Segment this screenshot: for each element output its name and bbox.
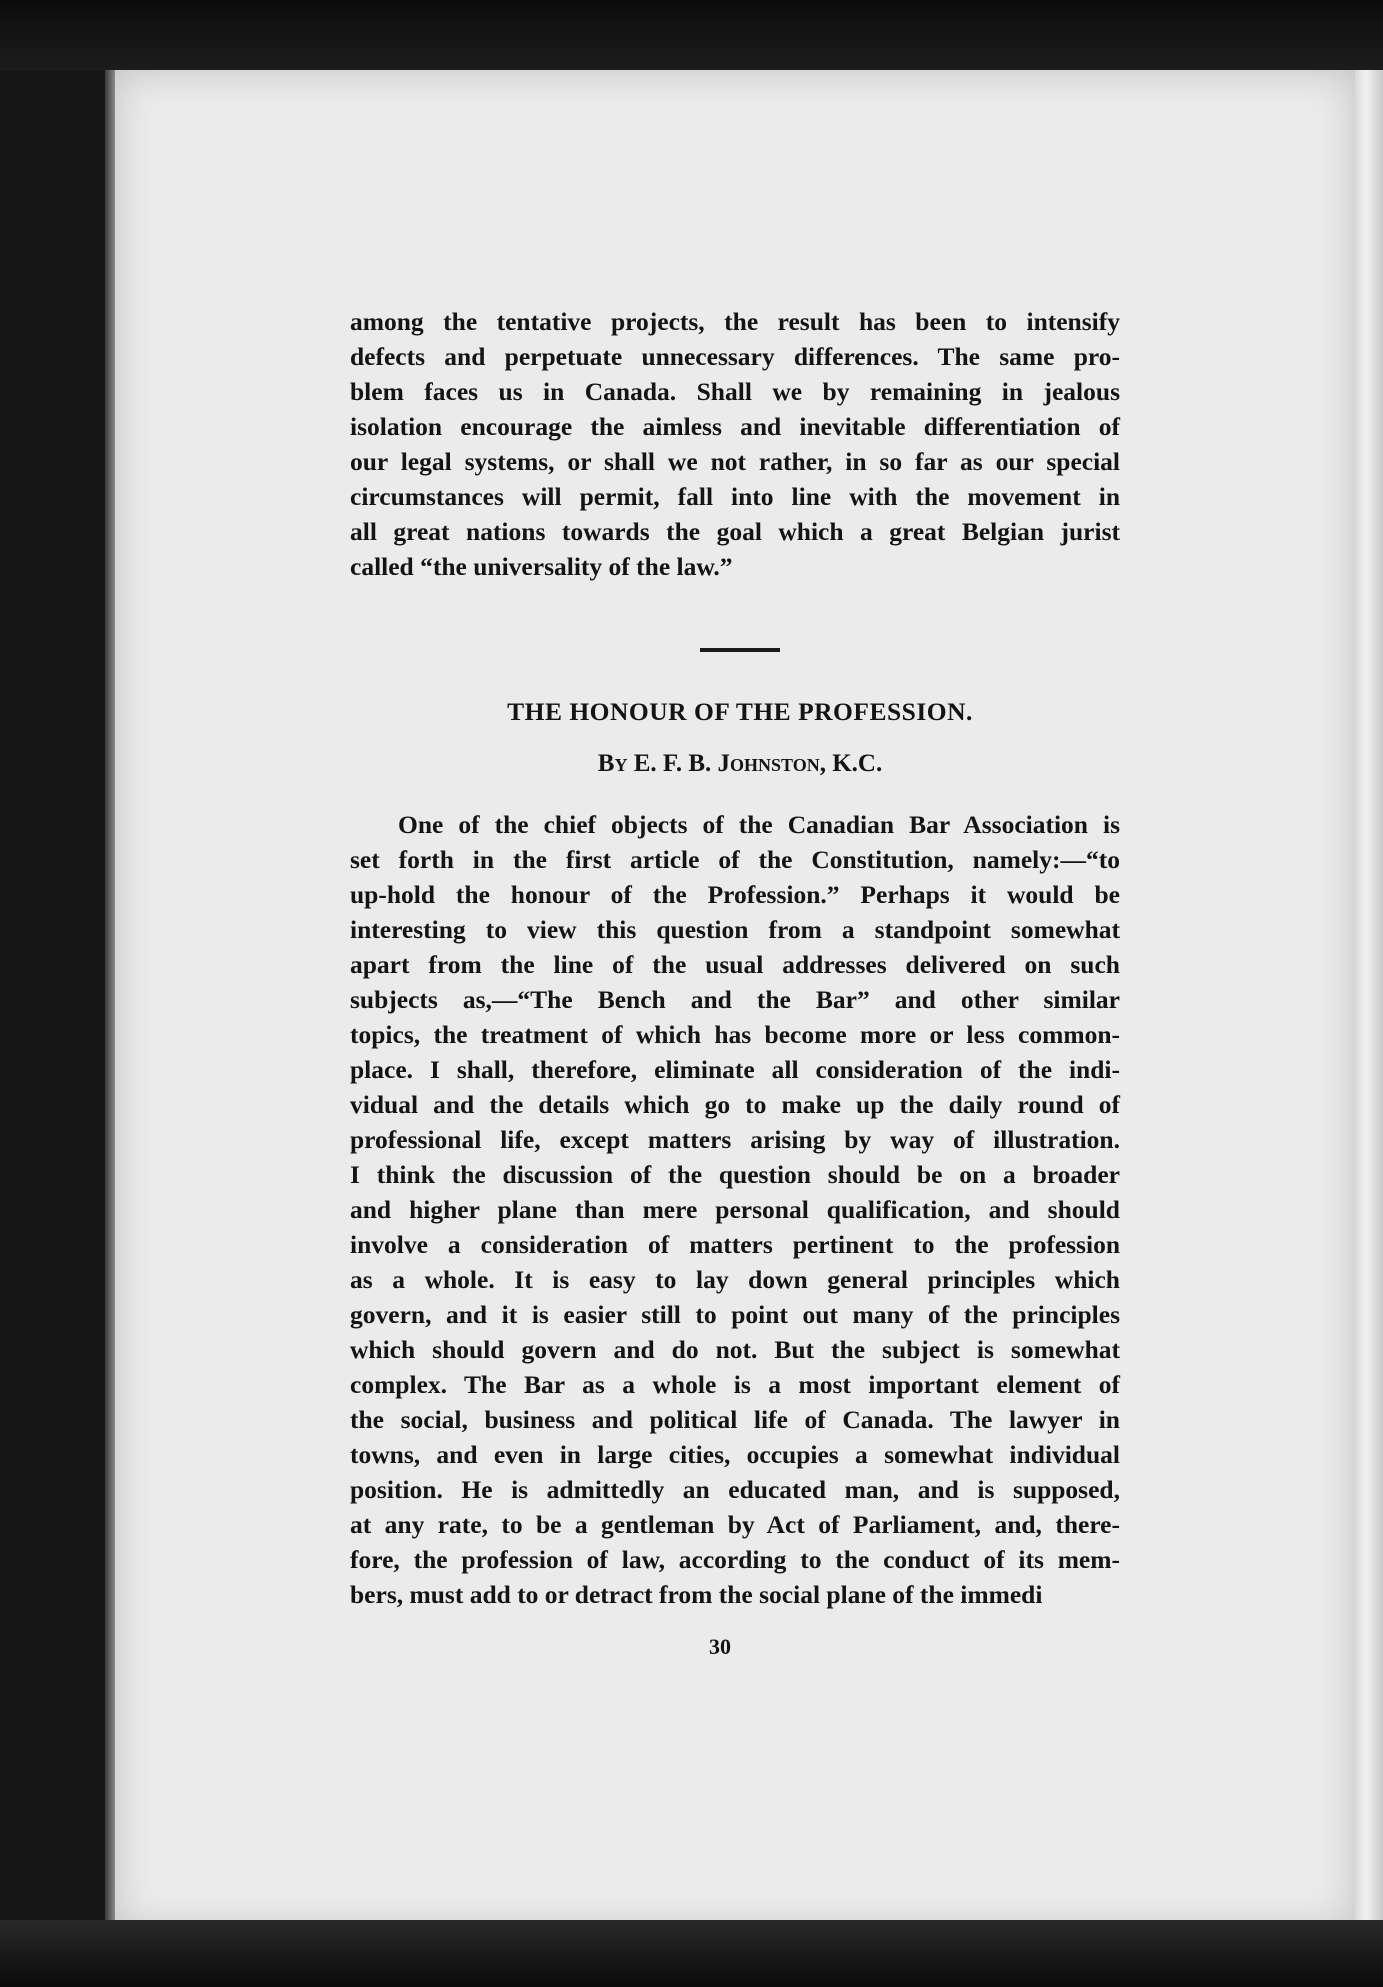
text-line: bers, must add to or detract from the social plane of the immedi: [350, 1580, 1043, 1609]
text-line: I think the discussion of the question should be on a broader: [350, 1160, 1120, 1189]
text-line: all great nations towards the goal which a great Belgian jurist: [350, 517, 1120, 546]
text-line: place. I shall, therefore, eliminate all consideration of the indi-: [350, 1055, 1120, 1084]
text-line: govern, and it is easier still to point out many of the principles: [350, 1300, 1120, 1329]
text-line: circumstances will permit, fall into line with the movement in: [350, 482, 1120, 511]
text-line: involve a consideration of matters pertinent to the profession: [350, 1230, 1120, 1259]
text-line: topics, the treatment of which has become more or less common-: [350, 1020, 1120, 1049]
text-line: professional life, except matters arising by way of illustration.: [350, 1125, 1120, 1154]
text-line: called “the universality of the law.”: [350, 552, 733, 581]
text-line: fore, the profession of law, according to the conduct of its mem-: [350, 1545, 1120, 1574]
page-number: 30: [709, 1634, 731, 1659]
page-edge-right: [1355, 70, 1383, 1930]
text-line: which should govern and do not. But the subject is somewhat: [350, 1335, 1120, 1364]
text-line: apart from the line of the usual addresses delivered on such: [350, 950, 1120, 979]
text-line: among the tentative projects, the result has been to intensify: [350, 307, 1120, 336]
scan-border-top: [0, 0, 1383, 70]
text-line: as a whole. It is easy to lay down general principles which: [350, 1265, 1120, 1294]
text-line: blem faces us in Canada. Shall we by remaining in jealous: [350, 377, 1120, 406]
text-line: up-hold the honour of the Profession.” Perhaps it would be: [350, 880, 1120, 909]
text-line: our legal systems, or shall we not rather, in so far as our special: [350, 447, 1120, 476]
text-line: interesting to view this question from a standpoint somewhat: [350, 915, 1120, 944]
text-line: One of the chief objects of the Canadian Bar Association is: [398, 810, 1120, 839]
text-line: subjects as,—“The Bench and the Bar” and other similar: [350, 985, 1120, 1014]
article-body-paragraph: [350, 807, 1120, 1612]
text-line: and higher plane than mere personal qualification, and should: [350, 1195, 1120, 1224]
text-line: vidual and the details which go to make up the daily round of: [350, 1090, 1120, 1119]
text-line: complex. The Bar as a whole is a most important element of: [350, 1370, 1120, 1399]
text-line: position. He is admittedly an educated man, and is supposed,: [350, 1475, 1120, 1504]
text-line: at any rate, to be a gentleman by Act of Parliament, and, there-: [350, 1510, 1120, 1539]
section-divider-rule: [700, 648, 780, 652]
text-line: defects and perpetuate unnecessary differences. The same pro-: [350, 342, 1120, 371]
text-line: towns, and even in large cities, occupies a somewhat individual: [350, 1440, 1120, 1469]
scan-border-bottom: [0, 1920, 1383, 1987]
article-byline: By E. F. B. Johnston, K.C.: [597, 750, 883, 777]
text-line: the social, business and political life of Canada. The lawyer in: [350, 1405, 1120, 1434]
continuation-paragraph: [350, 304, 1120, 584]
text-line: set forth in the first article of the Constitution, namely:—“to: [350, 845, 1120, 874]
text-line: isolation encourage the aimless and inevitable differentiation of: [350, 412, 1120, 441]
article-title: THE HONOUR OF THE PROFESSION.: [507, 697, 973, 726]
